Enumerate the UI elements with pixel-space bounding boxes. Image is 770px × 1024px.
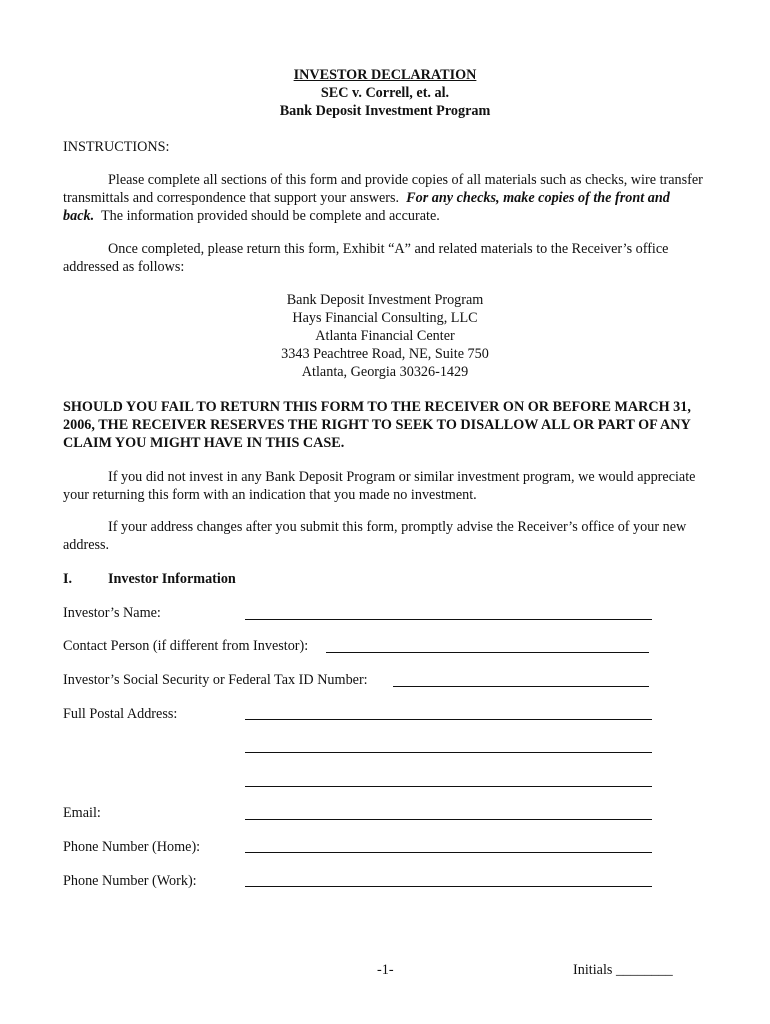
address-line-2: Hays Financial Consulting, LLC xyxy=(292,310,478,326)
form-title: INVESTOR DECLARATION xyxy=(293,67,477,83)
postal-address-field-1[interactable] xyxy=(245,719,652,720)
instructions-emphasis: For any checks, make copies of the front and back. xyxy=(63,190,670,224)
email-label: Email: xyxy=(63,805,101,821)
address-line-1: Bank Deposit Investment Program xyxy=(286,292,484,308)
address-line-3: Atlanta Financial Center xyxy=(315,328,455,344)
deadline-warning: SHOULD YOU FAIL TO RETURN THIS FORM TO THE RECEIVER ON OR BEFORE MARCH 31, 2006, THE RECEIVER RESERVES THE RIGHT TO SEEK TO DISALLOW ALL OR PART OF ANY CLAIM YOU MIGHT HAVE IN THIS CASE. xyxy=(63,399,691,451)
investor-name-label: Investor’s Name: xyxy=(63,605,161,621)
phone-home-field[interactable] xyxy=(245,852,652,853)
phone-work-field[interactable] xyxy=(245,886,652,887)
address-line-4: 3343 Peachtree Road, NE, Suite 750 xyxy=(281,346,489,362)
address-line-5: Atlanta, Georgia 30326-1429 xyxy=(301,364,469,380)
page-number: -1- xyxy=(377,962,394,978)
program-name: Bank Deposit Investment Program xyxy=(279,103,491,119)
case-name: SEC v. Correll, et. al. xyxy=(320,85,450,101)
address-change-note: If your address changes after you submit this form, promptly advise the Receiver’s office of your new address. xyxy=(63,519,687,553)
phone-home-label: Phone Number (Home): xyxy=(63,839,201,855)
instructions-label: INSTRUCTIONS: xyxy=(63,139,170,155)
contact-person-label: Contact Person (if different from Investor): xyxy=(63,638,309,654)
instructions-paragraph-1 xyxy=(63,171,708,225)
tax-id-label: Investor’s Social Security or Federal Tax ID Number: xyxy=(63,672,368,688)
section-title: Investor Information xyxy=(108,571,236,587)
postal-address-field-2[interactable] xyxy=(245,752,652,753)
phone-work-label: Phone Number (Work): xyxy=(63,873,197,889)
email-field[interactable] xyxy=(245,819,652,820)
instructions-text-end: The information provided should be complete and accurate. xyxy=(100,208,440,224)
section-number: I. xyxy=(63,571,73,587)
instructions-text: Please complete all sections of this form and provide copies of all materials such as checks, wire transfer transmittals and correspondence that support your answers. xyxy=(63,172,703,206)
postal-address-label: Full Postal Address: xyxy=(63,706,178,722)
initials-field[interactable]: Initials ________ xyxy=(573,962,673,978)
investor-name-field[interactable] xyxy=(245,619,652,620)
contact-person-field[interactable] xyxy=(326,652,649,653)
no-investment-note: If you did not invest in any Bank Deposit Program or similar investment program, we would appreciate your returning this form with an indication that you made no investment. xyxy=(63,469,696,503)
postal-address-field-3[interactable] xyxy=(245,786,652,787)
tax-id-field[interactable] xyxy=(393,686,649,687)
instructions-paragraph-2: Once completed, please return this form, Exhibit “A” and related materials to the Receiver’s office addressed as follows: xyxy=(63,241,669,275)
